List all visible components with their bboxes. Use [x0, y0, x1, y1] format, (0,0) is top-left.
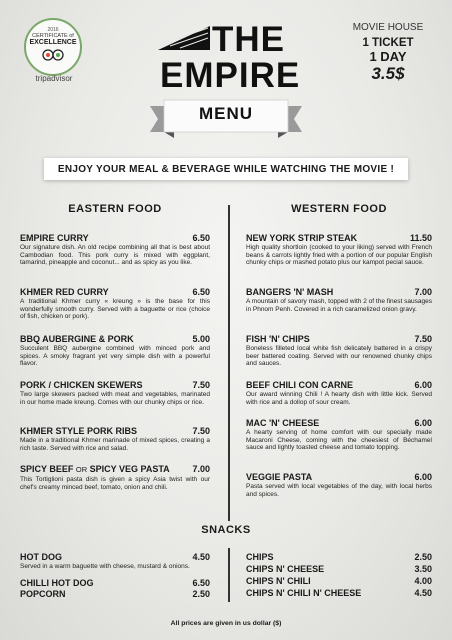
- menu-item-khmer-red-curry: [20, 287, 210, 321]
- snack-price: 3.50: [414, 564, 432, 574]
- snack-desc: Served in a warm baguette with cheese, mustard & onions.: [20, 563, 190, 570]
- snack-chips: [246, 552, 432, 562]
- item-desc: Boneless filleted local white fish delicately battered in a crispy beer battered coating. Served with our renowned chunky chips and sauces.: [246, 345, 432, 368]
- movie-house-label: MOVIE HOUSE: [352, 22, 424, 33]
- badge-year: 2016: [47, 27, 59, 33]
- item-name: VEGGIE PASTA: [246, 472, 313, 482]
- item-name-b: SPICY VEG PASTA: [89, 464, 170, 474]
- item-name: BANGERS 'N' MASH: [246, 287, 334, 297]
- item-desc: Made in a traditional Khmer marinade of mixed spices, creating a rich taste. Served with rice and salad.: [20, 437, 210, 452]
- enjoy-banner: ENJOY YOUR MEAL & BEVERAGE WHILE WATCHING THE MOVIE !: [44, 158, 408, 180]
- menu-item-fish-chips: [246, 334, 432, 368]
- snack-price: 2.50: [192, 589, 210, 599]
- item-name-or: OR: [75, 465, 88, 474]
- item-price: 6.50: [192, 287, 210, 297]
- snack-name: HOT DOG: [20, 552, 62, 562]
- item-price: 7.50: [414, 334, 432, 344]
- snacks-title: SNACKS: [201, 524, 251, 536]
- item-name: FISH 'N' CHIPS: [246, 334, 310, 344]
- item-desc: Pasta served with local vegetables of the day, with local herbs and spices.: [246, 483, 432, 498]
- item-name: PORK / CHICKEN SKEWERS: [20, 380, 143, 390]
- item-price: 6.00: [414, 472, 432, 482]
- item-price: 6.00: [414, 380, 432, 390]
- western-food-title: WESTERN FOOD: [291, 203, 387, 215]
- menu-item-strip-steak: [246, 233, 432, 267]
- snack-price: 4.00: [414, 576, 432, 586]
- snack-price: 4.50: [414, 588, 432, 598]
- item-price: 6.00: [414, 418, 432, 428]
- menu-item-skewers: [20, 380, 210, 406]
- snack-chips-chili: [246, 576, 432, 586]
- snack-popcorn: [20, 589, 210, 599]
- item-desc: Succulent BBQ aubergine combined with minced pork and spices. A smoky fragrant yet very simple dish with a powerful flavor.: [20, 345, 210, 368]
- item-desc: A mountain of savory mash, topped with 2 of the finest sausages in Phnom Penh. Covered in a rich caramelized onion gravy.: [246, 298, 432, 313]
- tripadvisor-label: tripadvisor: [35, 74, 73, 83]
- item-price: 5.00: [192, 334, 210, 344]
- item-price: 7.50: [192, 380, 210, 390]
- eastern-food-title: EASTERN FOOD: [68, 203, 162, 215]
- menu-item-mac-cheese: [246, 418, 432, 452]
- item-name: MAC 'N' CHEESE: [246, 418, 320, 428]
- item-name: BBQ AUBERGINE & PORK: [20, 334, 134, 344]
- item-desc: A traditional Khmer curry « kreung » is the base for this wonderfully smooth curry. Served with a baguette or rice (choice of fish, chicken or pork).: [20, 298, 210, 321]
- snack-name: CHIPS N' CHILI: [246, 576, 311, 586]
- item-price: 7.00: [414, 287, 432, 297]
- menu-title: MENU: [198, 104, 254, 123]
- menu-item-bangers-mash: [246, 287, 432, 313]
- snack-price: 4.50: [192, 552, 210, 562]
- menu-item-chili-con-carne: [246, 380, 432, 406]
- ticket-label: 1 TICKET: [362, 37, 414, 49]
- item-price: 7.50: [192, 426, 210, 436]
- item-price: 7.00: [192, 464, 210, 474]
- menu-item-bbq-aubergine: [20, 334, 210, 368]
- snack-price: 2.50: [414, 552, 432, 562]
- menu-item-pork-ribs: [20, 426, 210, 452]
- badge-line2: EXCELLENCE: [29, 39, 77, 46]
- movie-house-offer: [348, 22, 428, 84]
- menu-item-empire-curry: [20, 233, 210, 267]
- snack-name: CHIPS N' CHEESE: [246, 564, 325, 574]
- snack-hot-dog: [20, 552, 210, 571]
- snack-price: 6.50: [192, 578, 210, 588]
- item-desc: High quality shortloin (cooked to your liking) served with French beans & carrots lightly fried with a portion of our popular English chunky chips or mashed potato plus our kampot pecial sauce.: [246, 244, 432, 267]
- column-divider: [228, 205, 230, 521]
- menu-item-spicy-pasta: [20, 464, 210, 491]
- item-desc: A hearty serving of home comfort with our specially made Macaroni Cheese, coming with the cheesiest of Béchamel sauce and lightly toasted cheese and tomato topping.: [246, 429, 432, 452]
- menu-item-veggie-pasta: [246, 472, 432, 498]
- item-desc: Two large skewers packed with meat and vegetables, marinated in our home made kreung. Comes with our chunky chips or rice.: [20, 391, 210, 406]
- snack-chilli-hot-dog: [20, 578, 210, 588]
- item-name: BEEF CHILI CON CARNE: [246, 380, 354, 390]
- logo-the: THE: [212, 20, 285, 59]
- item-price: 11.50: [409, 233, 432, 243]
- item-name-a: SPICY BEEF: [20, 464, 74, 474]
- item-name: [20, 464, 170, 475]
- snack-chips-chili-cheese: [246, 588, 432, 598]
- snack-name: CHIPS: [246, 552, 274, 562]
- logo-empire: EMPIRE: [160, 56, 301, 95]
- snack-name: CHIPS N' CHILI N' CHEESE: [246, 588, 362, 598]
- item-name: KHMER RED CURRY: [20, 287, 109, 297]
- item-name: NEW YORK STRIP STEAK: [246, 233, 358, 243]
- item-name: EMPIRE CURRY: [20, 233, 89, 243]
- item-name: KHMER STYLE PORK RIBS: [20, 426, 138, 436]
- ticket-price: 3.5$: [371, 64, 405, 83]
- item-price: 6.50: [192, 233, 210, 243]
- badge-line1: CERTIFICATE of: [32, 33, 74, 39]
- footer-note: All prices are given in us dollar ($): [170, 620, 282, 627]
- snacks-divider: [228, 548, 230, 602]
- item-desc: Our signature dish. An old recipe combining all that is best about Cambodian food. This pork curry is mixed with eggplant, tamarind, pineapple and coconut... and as spicy as you like.: [20, 244, 210, 267]
- certificate-badge: [24, 18, 82, 76]
- item-desc: This Tortiglioni pasta dish is given a spicy Asia twist with our chef's creamy minced beef, tomato, onion and chili.: [20, 476, 210, 491]
- snack-name: POPCORN: [20, 589, 66, 599]
- item-desc: Our award winning Chili ! A hearty dish with little kick. Served with rice and a dollop of sour cream.: [246, 391, 432, 406]
- snack-chips-cheese: [246, 564, 432, 574]
- day-label: 1 DAY: [369, 49, 407, 64]
- snack-name: CHILLI HOT DOG: [20, 578, 94, 588]
- owl-icon: [41, 48, 65, 66]
